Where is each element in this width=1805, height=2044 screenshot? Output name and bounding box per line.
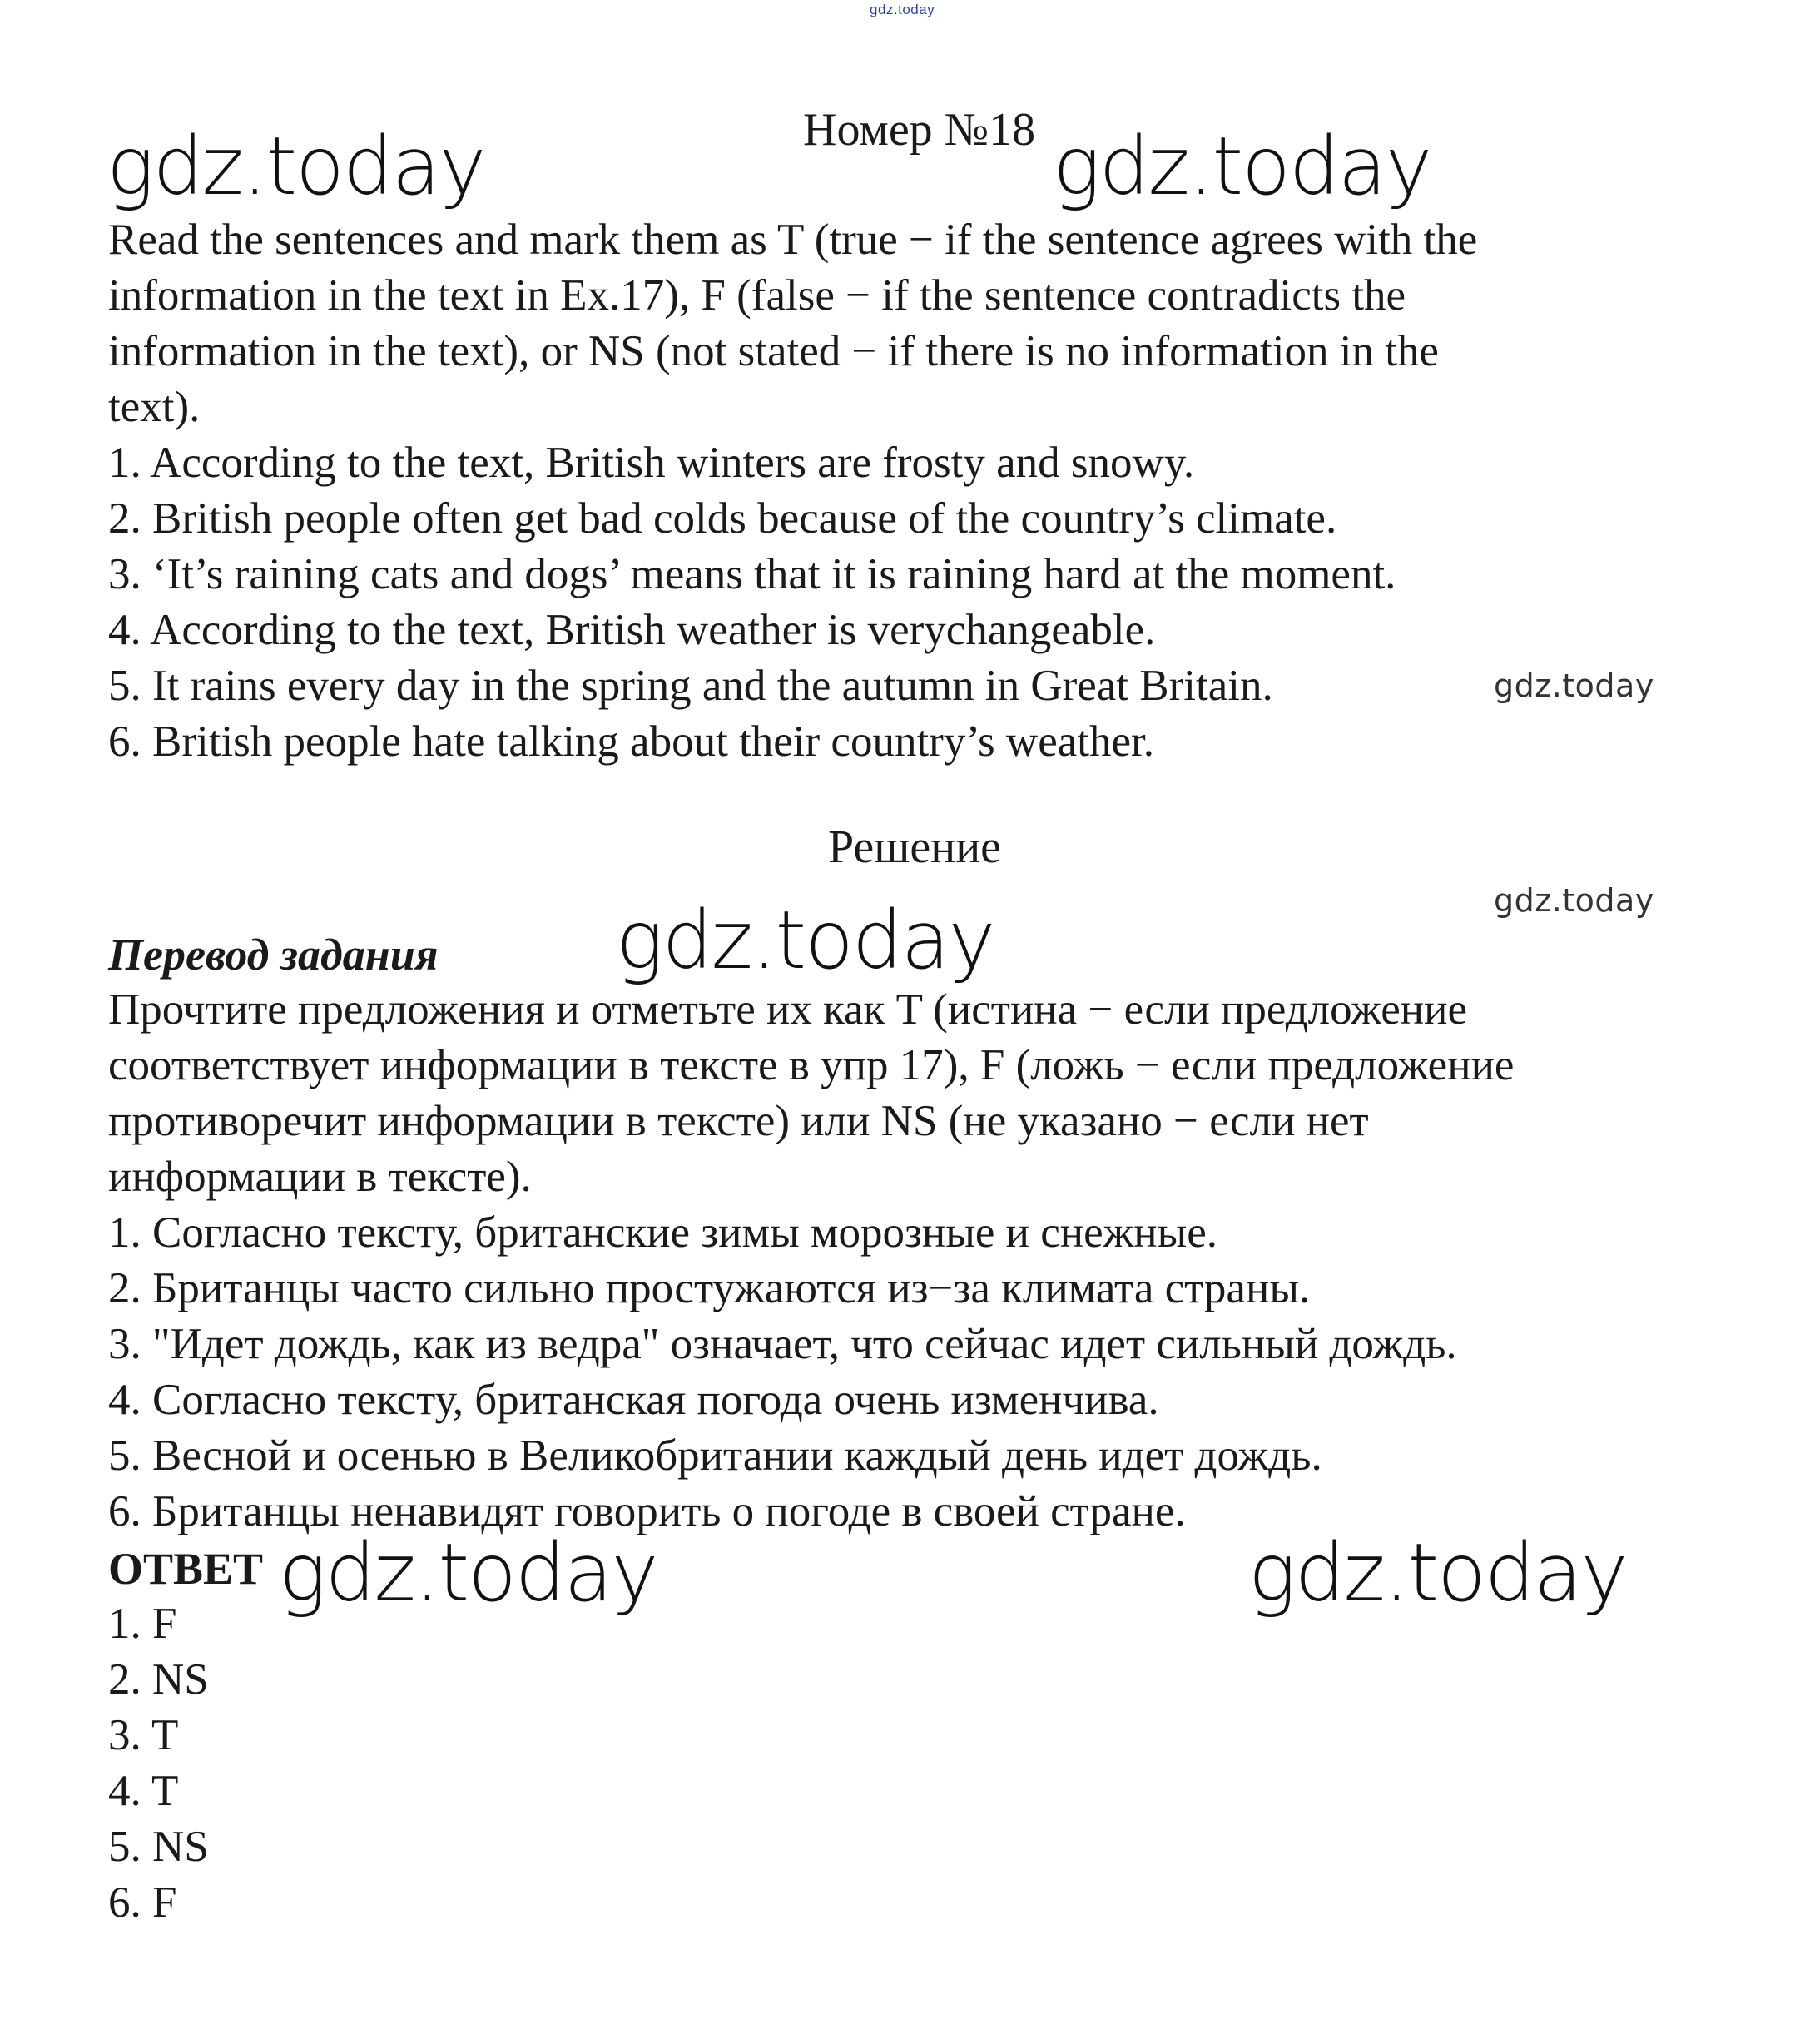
- answer-item: 6. F: [108, 1878, 177, 1927]
- watermark-large: gdz.today: [1053, 120, 1431, 213]
- sentence-item: 5. It rains every day in the spring and the autumn in Great Britain.: [108, 662, 1273, 710]
- watermark-large: gdz.today: [279, 1526, 657, 1620]
- instruction-line: Read the sentences and mark them as T (true − if the sentence agrees with the: [108, 216, 1478, 264]
- translation-line: Прочтите предложения и отметьте их как T (истина − если предложение: [108, 985, 1467, 1034]
- translation-line: противоречит информации в тексте) или NS (не указано − если нет: [108, 1097, 1369, 1145]
- translated-sentence: 6. Британцы ненавидят говорить о погоде в своей стране.: [108, 1487, 1186, 1535]
- answer-item: 3. T: [108, 1711, 179, 1759]
- instruction-line: information in the text), or NS (not stated − if there is no information in the: [108, 327, 1439, 375]
- sentence-item: 4. According to the text, British weather is verychangeable.: [108, 606, 1156, 654]
- answer-item: 4. T: [108, 1767, 179, 1815]
- instruction-line: text).: [108, 383, 201, 431]
- page-title: Номер №18: [803, 104, 1036, 156]
- translated-sentence: 2. Британцы часто сильно простужаются из−за климата страны.: [108, 1264, 1311, 1312]
- watermark-top: gdz.today: [870, 2, 935, 17]
- answer-item: 2. NS: [108, 1655, 209, 1704]
- instruction-line: information in the text in Ex.17), F (false − if the sentence contradicts the: [108, 271, 1406, 320]
- translation-block: [108, 982, 1514, 1540]
- translated-sentence: 5. Весной и осенью в Великобритании каждый день идет дождь.: [108, 1431, 1322, 1480]
- sentence-item: 2. British people often get bad colds because of the country’s climate.: [108, 494, 1337, 543]
- sentence-item: 1. According to the text, British winters are frosty and snowy.: [108, 439, 1195, 487]
- answer-item: 5. NS: [108, 1823, 209, 1871]
- translated-sentence: 4. Согласно тексту, британская погода очень изменчива.: [108, 1376, 1159, 1424]
- watermark-large: gdz.today: [616, 894, 994, 987]
- solution-heading: Решение: [828, 821, 1002, 873]
- watermark-large: gdz.today: [1248, 1526, 1627, 1620]
- sentence-item: 6. British people hate talking about their country’s weather.: [108, 717, 1154, 766]
- translation-heading: Перевод задания: [108, 930, 439, 980]
- translated-sentence: 3. "Идет дождь, как из ведра" означает, что сейчас идет сильный дождь.: [108, 1320, 1457, 1368]
- sentence-item: 3. ‘It’s raining cats and dogs’ means that it is raining hard at the moment.: [108, 550, 1396, 598]
- answer-heading: ОТВЕТ: [108, 1544, 264, 1594]
- task-instruction: [108, 212, 1477, 770]
- watermark-small: gdz.today: [1494, 882, 1654, 919]
- translated-sentence: 1. Согласно тексту, британские зимы морозные и снежные.: [108, 1208, 1218, 1257]
- answer-list: [108, 1596, 209, 1931]
- translation-line: соответствует информации в тексте в упр 17), F (ложь − если предложение: [108, 1041, 1515, 1089]
- translation-line: информации в тексте).: [108, 1153, 532, 1201]
- watermark-small: gdz.today: [1494, 667, 1654, 704]
- watermark-large: gdz.today: [107, 120, 485, 213]
- answer-item: 1. F: [108, 1600, 177, 1648]
